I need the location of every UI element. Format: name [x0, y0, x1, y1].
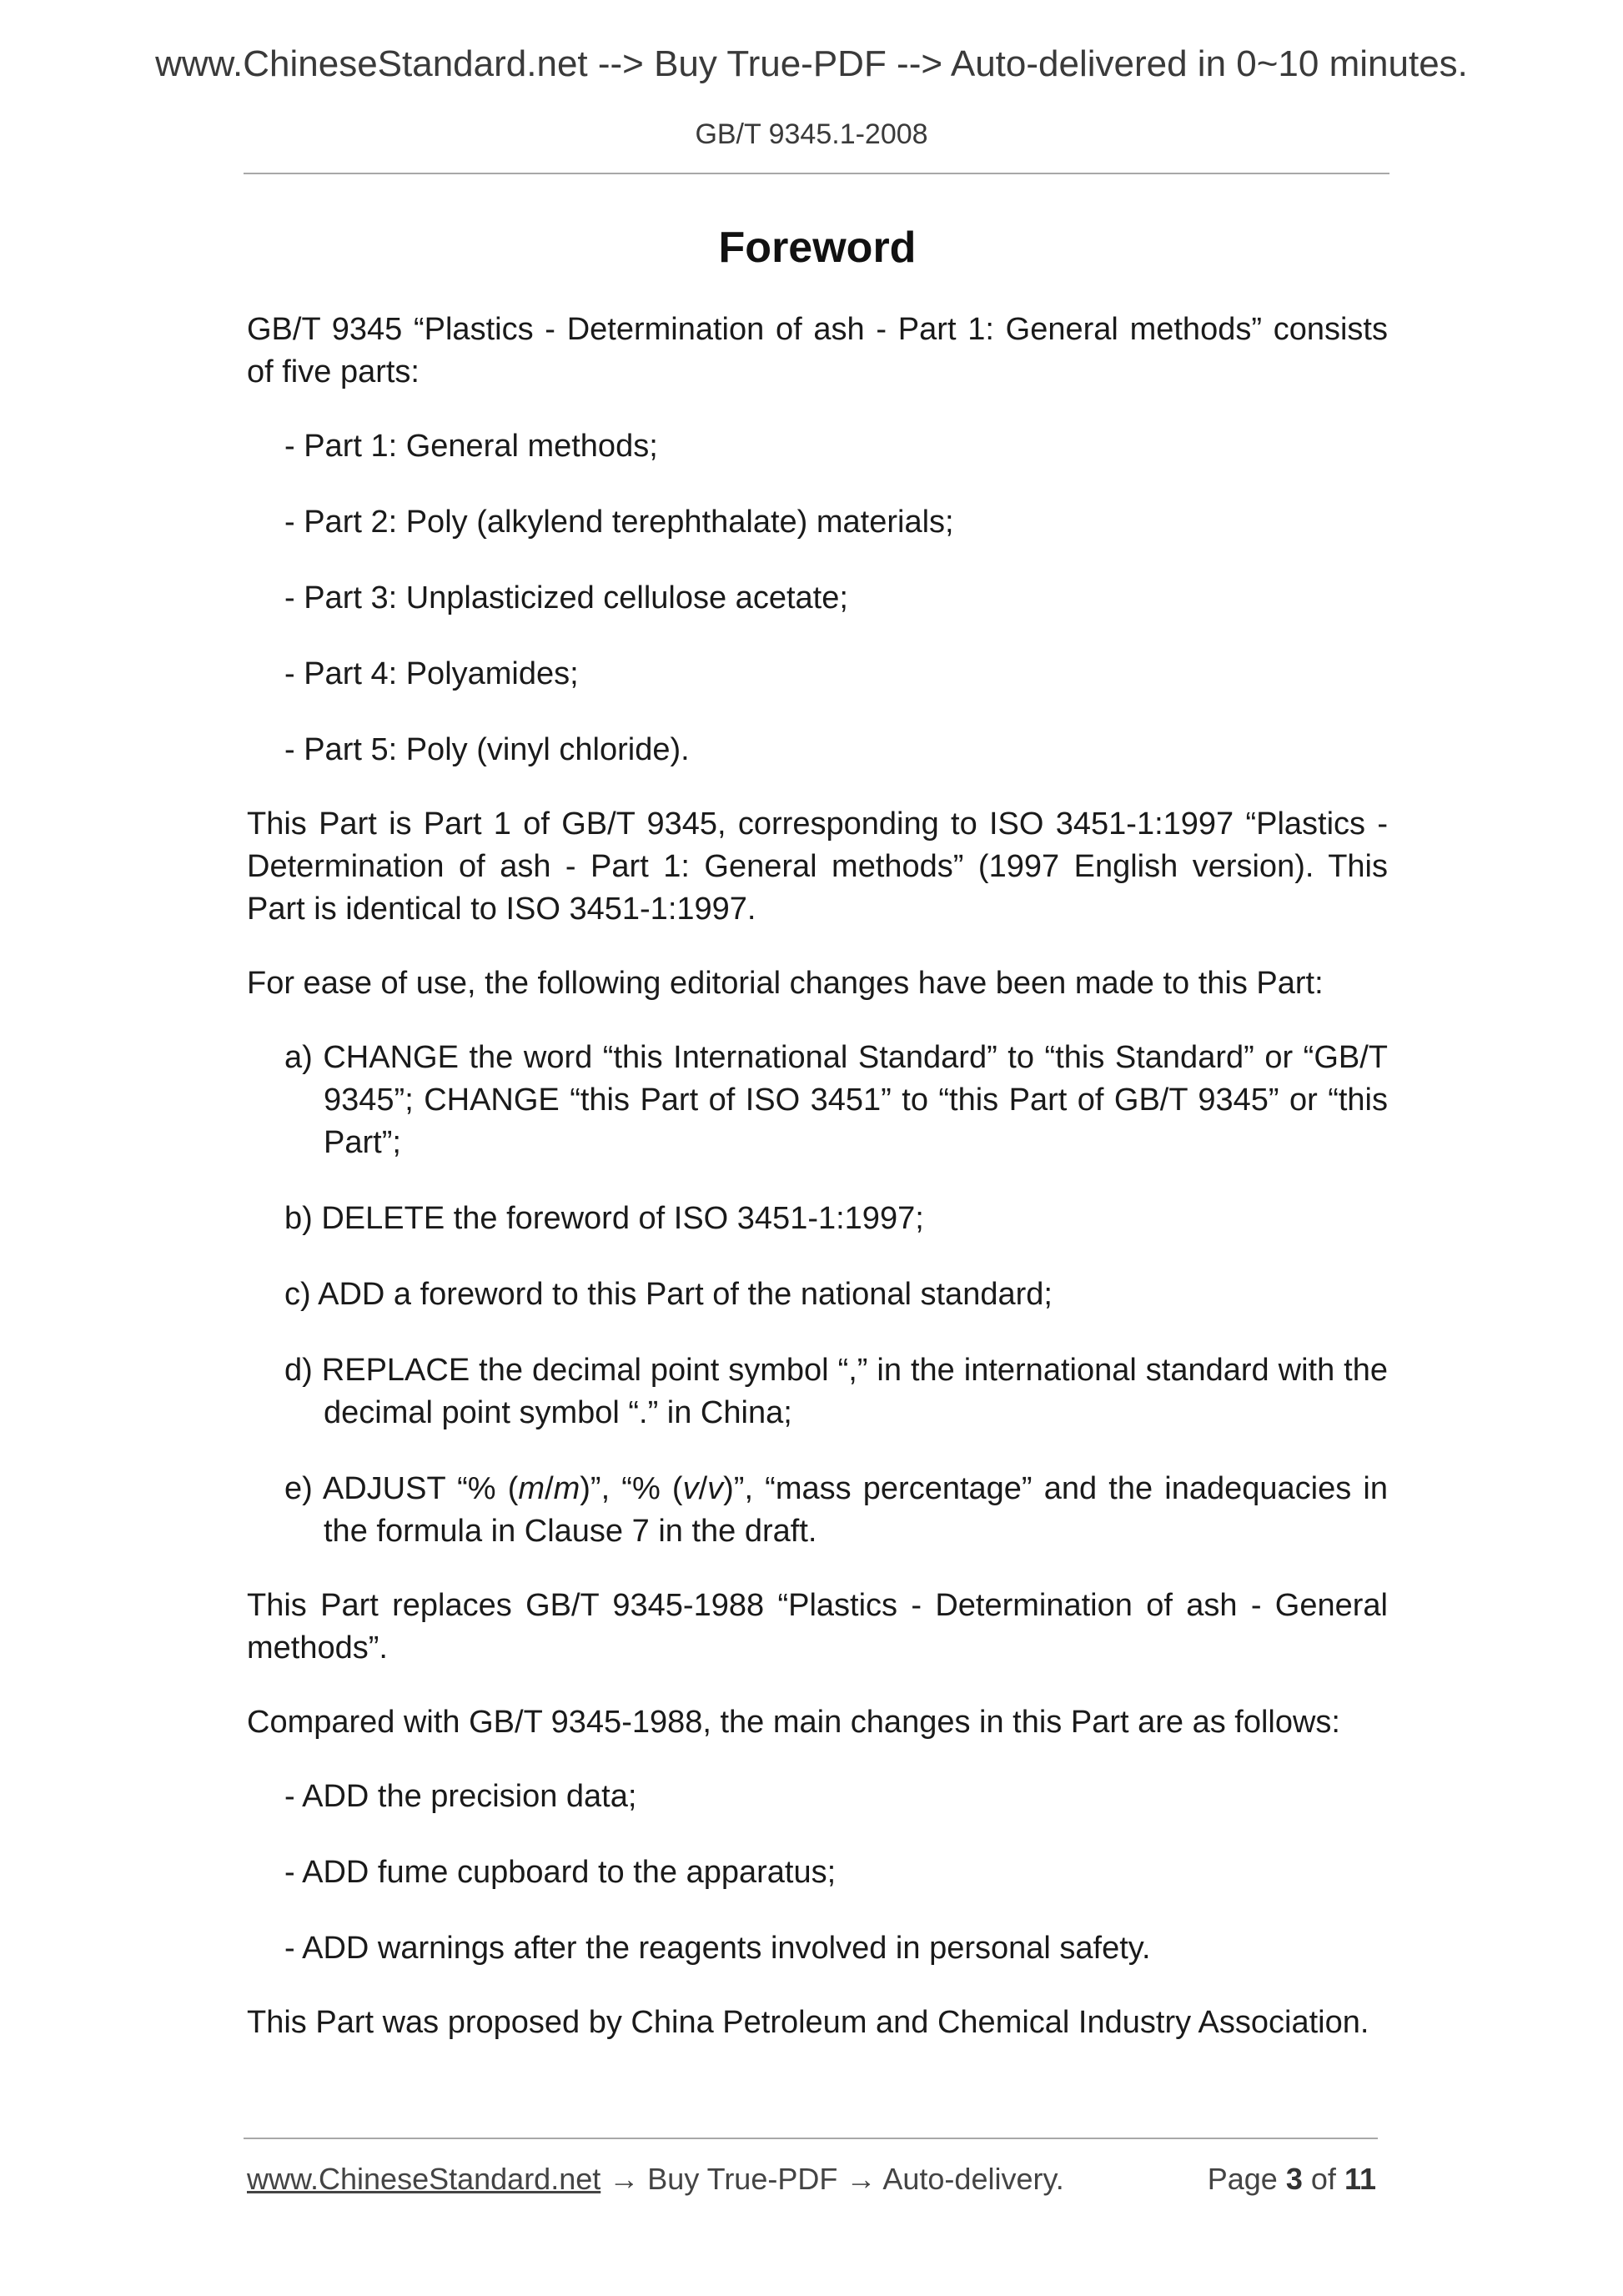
item-text: DELETE the foreword of ISO 3451-1:1997;	[321, 1201, 924, 1236]
page-footer	[247, 2162, 1376, 2197]
page-indicator	[1208, 2162, 1376, 2197]
parts-list	[247, 425, 1388, 771]
list-item	[247, 1468, 1388, 1553]
list-item	[247, 1349, 1388, 1434]
item-marker: d)	[284, 1353, 313, 1388]
editorial-intro-paragraph: For ease of use, the following editorial changes have been made to this Part:	[247, 966, 1324, 1001]
item-text: CHANGE the word “this International Standard” to “this Standard” or “GB/T 9345”; CHANGE “this Part of ISO 3451” to “this Part of GB/T 9345” or “this Part”;	[323, 1040, 1388, 1160]
item-marker: b)	[284, 1201, 313, 1236]
page-current: 3	[1285, 2162, 1303, 2196]
list-item	[247, 1274, 1388, 1316]
header-divider	[244, 173, 1389, 174]
arrow-icon: →	[609, 2162, 640, 2196]
list-item: - Part 1: General methods;	[284, 429, 658, 464]
list-item: - ADD the precision data;	[284, 1779, 637, 1814]
list-item: - Part 3: Unplasticized cellulose acetate;	[284, 580, 848, 615]
page-of: of	[1310, 2162, 1336, 2196]
arrow-icon: →	[846, 2162, 877, 2196]
replaces-paragraph: This Part replaces GB/T 9345-1988 “Plastics - Determination of ash - General methods”.	[247, 1588, 1388, 1665]
list-item: - Part 4: Polyamides;	[284, 656, 579, 691]
item-text: ADD a foreword to this Part of the national standard;	[318, 1277, 1053, 1312]
item-text: ADJUST “% (m/m)”, “% (v/v)”, “mass percentage” and the inadequacies in the formula in Clause 7 in the draft.	[322, 1471, 1388, 1549]
list-item: - ADD warnings after the reagents involved in personal safety.	[284, 1931, 1151, 1966]
editorial-changes-list	[247, 1037, 1388, 1553]
page-label: Page	[1207, 2162, 1278, 2196]
page-total: 11	[1344, 2162, 1376, 2196]
list-item: - Part 5: Poly (vinyl chloride).	[284, 732, 690, 767]
footer-auto-text: Auto-delivery.	[882, 2162, 1064, 2196]
footer-divider	[244, 2138, 1378, 2139]
comparison-paragraph: Compared with GB/T 9345-1988, the main changes in this Part are as follows:	[247, 1705, 1340, 1740]
document-number: GB/T 9345.1-2008	[695, 118, 928, 150]
page-content	[247, 219, 1388, 2076]
correspondence-paragraph: This Part is Part 1 of GB/T 9345, corresponding to ISO 3451-1:1997 “Plastics - Determination of ash - Part 1: General methods” (1997 English version). This Part is identical to ISO 3451-1:1997.	[247, 806, 1388, 927]
item-marker: a)	[284, 1040, 313, 1075]
intro-paragraph: GB/T 9345 “Plastics - Determination of ash - Part 1: General methods” consists of five parts:	[247, 312, 1388, 389]
list-item: - ADD fume cupboard to the apparatus;	[284, 1855, 837, 1890]
footer-site-link[interactable]: www.ChineseStandard.net	[247, 2162, 601, 2196]
list-item	[247, 1198, 1388, 1240]
footer-buy-text: Buy True-PDF	[647, 2162, 838, 2196]
list-item: - Part 2: Poly (alkylend terephthalate) materials;	[284, 505, 954, 540]
proposed-paragraph: This Part was proposed by China Petroleum and Chemical Industry Association.	[247, 2005, 1369, 2040]
item-text: REPLACE the decimal point symbol “,” in the international standard with the decimal point symbol “.” in China;	[321, 1353, 1388, 1430]
item-marker: e)	[284, 1471, 313, 1506]
main-changes-list	[247, 1776, 1388, 1970]
list-item	[247, 1037, 1388, 1164]
item-marker: c)	[284, 1277, 311, 1312]
page-title: Foreword	[718, 224, 917, 272]
site-banner: www.ChineseStandard.net --> Buy True-PDF --> Auto-delivered in 0~10 minutes.	[155, 43, 1468, 84]
